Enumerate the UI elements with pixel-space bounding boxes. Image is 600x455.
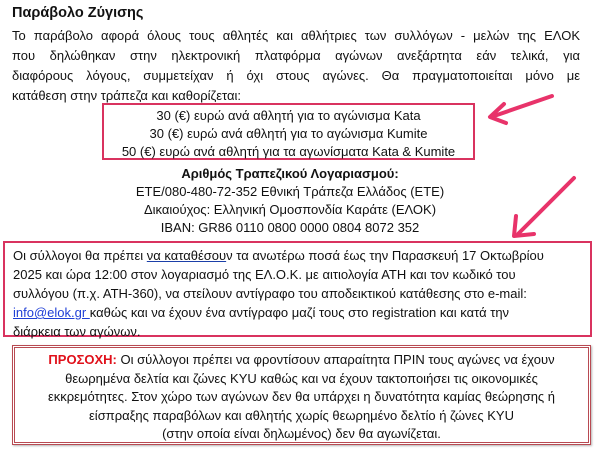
- arrow-icon: [500, 172, 580, 244]
- warning-line: είσπραξης παραβόλων και αθλητής χωρίς θεωρημένο δελτίο ή ζώνες KYU: [89, 407, 514, 423]
- warning-line: θεωρημένα δελτία και ζώνες KYU καθώς και να έχουν τακτοποιήσει τις οικονομικές: [65, 370, 538, 386]
- bank-beneficiary: Δικαιούχος: Ελληνική Ομοσπονδία Καράτε (ΕΛΟΚ): [143, 202, 437, 217]
- deposit-line: συλλόγου (π.χ. ΑΤΗ-360), να στείλουν αντίγραφο του αποδεικτικού κατάθεσης στο e-mail:: [13, 286, 527, 301]
- deposit-text: Οι σύλλογοι θα πρέπει: [13, 248, 147, 263]
- fee-kata-kumite: 50 (€) ευρώ ανά αθλητή για τα αγωνίσματα Kata & Kumite: [121, 144, 456, 159]
- intro-line: που δηλώθηκαν στην ηλεκτρονική πλατφόρμα αγώνων ανεξάρτητα εάν τελικά, για: [12, 48, 580, 63]
- intro-line: διαφόρους λόγους, συμμετείχαν ή όχι στους αγώνες. Θα πραγματοποιείται μόνο με: [12, 68, 580, 83]
- warning-text: Οι σύλλογοι πρέπει να φροντίσουν απαραίτητα ΠΡΙΝ τους αγώνες να έχουν: [116, 352, 555, 367]
- email-link[interactable]: info@elok.gr: [13, 305, 90, 320]
- warning-box: [12, 345, 591, 445]
- bank-iban: IBAN: GR86 0110 0800 0000 0804 8072 352: [160, 220, 420, 235]
- intro-line: κατάθεση στην τράπεζα και καθορίζεται:: [12, 88, 241, 103]
- fees-box: [102, 103, 475, 160]
- deposit-text: καθώς και να έχουν ένα αντίγραφο μαζί τους στο registration και κατά την: [89, 305, 510, 320]
- arrow-icon: [478, 90, 558, 130]
- deposit-instructions-box: [3, 241, 592, 337]
- fee-kata: 30 (€) ευρώ ανά αθλητή για το αγώνισμα Kata: [156, 108, 421, 123]
- warning-line: (στην οποία είναι δηλωμένος) δεν θα αγωνίζεται.: [162, 426, 441, 441]
- section-title: Παράβολο Ζύγισης: [12, 5, 144, 21]
- deposit-line: διάρκεια των αγώνων.: [13, 324, 141, 339]
- deposit-text: ν τα ανωτέρω ποσά έως την Παρασκευή 17 Οκτωβρίου: [226, 248, 544, 263]
- fee-kumite: 30 (€) ευρώ ανά αθλητή για το αγώνισμα Kumite: [149, 126, 428, 141]
- warning-line: εκκρεμότητες. Στον χώρο των αγώνων δεν θα υπάρχει η δυνατότητα καμίας θεώρησης ή: [47, 389, 556, 404]
- intro-line: Το παράβολο αφορά όλους τους αθλητές και αθλήτριες των συλλόγων - μελών της ΕΛΟΚ: [12, 28, 580, 43]
- bank-account: ΕΤΕ/080-480-72-352 Εθνική Τράπεζα Ελλάδος (ΕΤΕ): [135, 184, 445, 199]
- bank-account-info: [100, 165, 480, 237]
- bank-heading: Αριθμός Τραπεζικού Λογαριασμού:: [181, 166, 399, 181]
- deposit-text-underlined: να καταθέσου: [146, 248, 227, 263]
- deposit-line: 2025 και ώρα 12:00 στον λογαριασμό της ΕΛ.Ο.Κ. με αιτιολογία ΑΤΗ και τον κωδικό του: [13, 267, 516, 282]
- warning-label: ΠΡΟΣΟΧΗ:: [48, 352, 117, 367]
